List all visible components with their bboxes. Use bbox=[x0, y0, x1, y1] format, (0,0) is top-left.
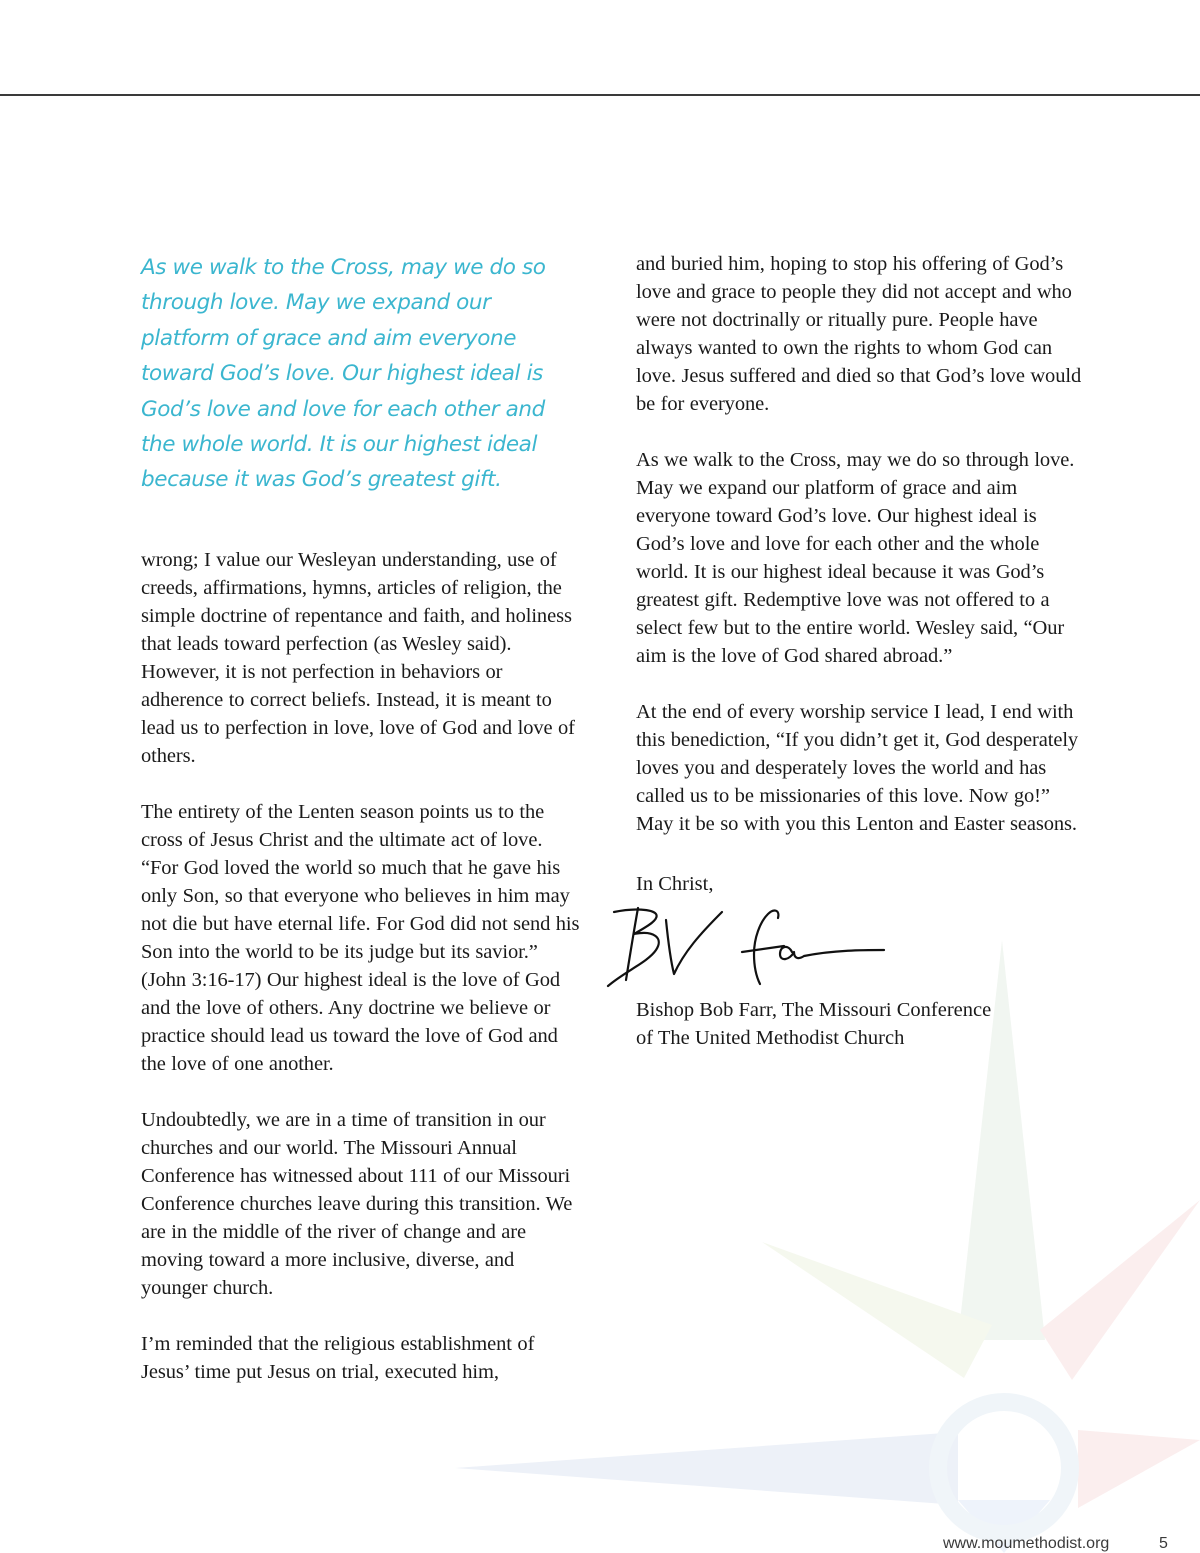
paragraph: The entirety of the Lenten season points us to the cross of Jesus Christ and the ultimate act of love. “For God loved the world so much that he gave his only Son, so that everyone who believes in him may not die but have eternal life. For God did not send his Son into the world to be its judge but its savior.” (John 3:16-17) Our highest ideal is the love of God and the love of others. Any doctrine we believe or practice should lead us toward the love of God and the love of one another. bbox=[141, 800, 580, 1075]
page-number: 5 bbox=[1159, 1535, 1168, 1552]
paragraph: I’m reminded that the religious establishment of Jesus’ time put Jesus on trial, executed him, bbox=[141, 1332, 535, 1383]
handwritten-signature bbox=[604, 900, 904, 992]
paragraph: Undoubtedly, we are in a time of transition in our churches and our world. The Missouri Annual Conference has witnessed about 111 of our Missouri Conference churches leave during this transition. We are in the middle of the river of change and are moving toward a more inclusive, diverse, and younger church. bbox=[141, 1108, 573, 1299]
right-column bbox=[636, 250, 1086, 1052]
signer-title-line-2: of The United Methodist Church bbox=[636, 1027, 905, 1049]
footer-website-url: www.moumethodist.org bbox=[943, 1535, 1110, 1552]
paragraph: As we walk to the Cross, may we do so through love. May we expand our platform of grace and aim everyone toward God’s love. Our highest ideal is God’s love and love for each other and the whole world. It is our highest ideal because it was God’s greatest gift. Redemptive love was not offered to a select few but to the entire world. Wesley said, “Our aim is the love of God shared abroad.” bbox=[636, 449, 1075, 667]
paragraph: and buried him, hoping to stop his offering of God’s love and grace to people they did not accept and who were not doctrinally or ritually pure. People have always wanted to own the rights to whom God can love. Jesus suffered and died so that God’s love would be for everyone. bbox=[636, 253, 1082, 415]
paragraph: wrong; I value our Wesleyan understanding, use of creeds, affirmations, hymns, articles of religion, the simple doctrine of repentance and faith, and holiness that leads toward perfection (as Wesley said). However, it is not perfection in behaviors or adherence to correct beliefs. Instead, it is meant to lead us to perfection in love, love of God and love of others. bbox=[141, 548, 575, 767]
signer-title-line-1: Bishop Bob Farr, The Missouri Conference bbox=[636, 999, 992, 1021]
paragraph: At the end of every worship service I lead, I end with this benediction, “If you didn’t get it, God desperately loves you and desperately loves the world and has called us to be missionaries of this love. Now go!” May it be so with you this Lenton and Easter seasons. bbox=[636, 701, 1079, 835]
pull-quote: As we walk to the Cross, may we do so through love. May we expand our platform of grace and aim everyone toward God’s love. Our highest ideal is God’s love and love for each other and the whole world. It is our highest ideal because it was God’s greatest gift. bbox=[141, 255, 546, 493]
left-column bbox=[141, 250, 581, 1414]
closing-salutation: In Christ, bbox=[636, 873, 714, 895]
